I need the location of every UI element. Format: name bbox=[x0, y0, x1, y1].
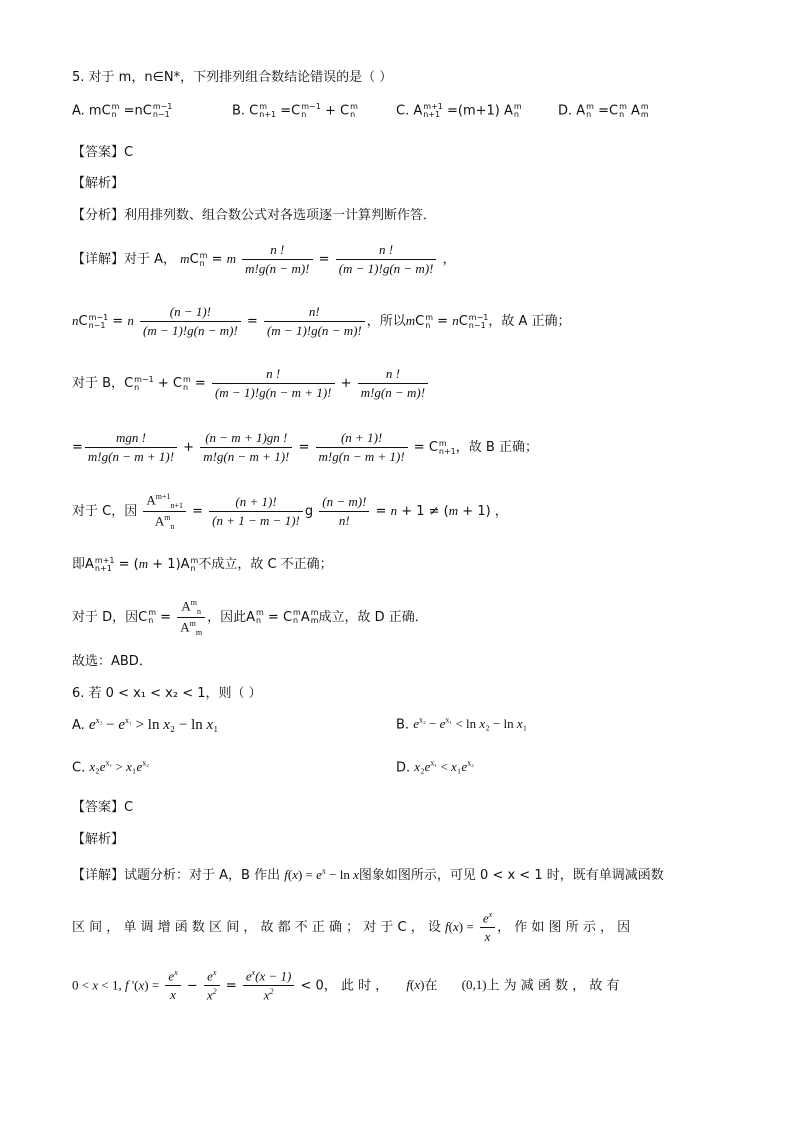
q6-option-a-label: A. bbox=[72, 718, 85, 733]
q5-detail-b-end: ，故 B 正确； bbox=[455, 440, 538, 455]
q5-detail-a-suffix: 所以 bbox=[379, 314, 406, 329]
q6-detail-3-suffix: 上 为 减 函 数 ， 故 有 bbox=[486, 978, 620, 994]
q6-detail-2-prefix: 区 间 ， 单 调 增 函 数 区 间 ， 故 都 不 正 确 ； 对 于 C ， 设 bbox=[72, 920, 441, 936]
q6-detail-3-in: 在 bbox=[424, 978, 438, 994]
q5-detail-d: 对于 D，因C m n = $\frac{A^m_n}{A^m_m}$ ，因此A m n = C m n A m m 成立，故 D 正确． bbox=[72, 598, 428, 637]
q6-detail-2: 区 间 ， 单 调 增 函 数 区 间 ， 故 都 不 正 确 ； 对 于 C ， 设 f(x) = $\frac{e^x}{x}$ ， 作 如 图 所 示 ， 因 bbox=[72, 910, 631, 945]
q5-option-b-label: B. C bbox=[232, 103, 259, 119]
answer-tag: 【答案】 bbox=[72, 145, 125, 160]
q6-option-a: A. $e^{x_2} - e^{x_1} > \ln x_2 - \ln x_1$ bbox=[72, 716, 219, 733]
q5-detail-b2: = $\frac{\text{mgn !}}{m!g(n - m + 1)!}$ + $\frac{(n - m + 1)gn !}{m!g(n - m + 1)!}$ = $\frac{(n + 1)!}{m!g(n - m + 1)!}$ = C m n+1 ，故 B 正确； bbox=[72, 430, 538, 464]
q5-detail-c2: 即A m+1 n+1 = (m + 1)A m n 不成立，故 C 不正确； bbox=[72, 555, 333, 573]
q5-detail-a2: nC m−1 n−1 = n $\frac{(n - 1)!}{(m - 1)!g(n - m)!}$ = $\frac{n!}{(m - 1)!g(n - m)!}$ ，所以mC m n = nC m−1 n−1 ，故 A 正确； bbox=[72, 304, 571, 338]
q6-option-c: C. $x_2e^{x_1} > x_1e^{x_2}$ bbox=[72, 759, 150, 776]
q6-analysis-tag: 【解析】 bbox=[72, 832, 125, 847]
q6-option-c-label: C. bbox=[72, 760, 86, 776]
q6-detail-1: 【详解】试题分析：对于 A，B 作出 $f(x) = e^x - \ln x$图象如图所示，可见 0 < x < 1 时，既有单调减函数 bbox=[72, 866, 664, 883]
answer-value: C bbox=[124, 800, 134, 815]
q5-detail-d-mid: ，因此 bbox=[207, 609, 247, 625]
q5-option-b: B. C m n+1 =C m−1 n + C m n bbox=[232, 102, 358, 119]
q5-option-a-label: A. mC bbox=[72, 103, 111, 119]
q5-detail-a-prefix: 【详解】对于 A， bbox=[72, 252, 177, 267]
q6-answer bbox=[72, 796, 133, 815]
q5-detail-c2-prefix: 即 bbox=[72, 557, 86, 572]
answer-value: C bbox=[124, 145, 134, 160]
q6-stem: 6. 若 0 < x₁ < x₂ < 1，则（ ） bbox=[72, 686, 262, 701]
q6-option-b-label: B. bbox=[396, 717, 410, 733]
q6-detail-1-suffix: 图象如图所示，可见 0 < x < 1 时，既有单调减函数 bbox=[358, 868, 664, 883]
q5-fenxi: 【分析】利用排列数、组合数公式对各选项逐一计算判断作答． bbox=[72, 208, 437, 223]
q5-detail-a-end: ，故 A 正确； bbox=[488, 314, 571, 329]
q5-conclusion: 故选：ABD． bbox=[72, 654, 152, 669]
q5-detail-d-end: 成立，故 D 正确． bbox=[318, 609, 428, 625]
q5-analysis-tag: 【解析】 bbox=[72, 176, 125, 191]
q5-detail-a: 【详解】对于 A， mC m n = m $\frac{n !}{m!g(n - m)!}$ = $\frac{n !}{(m - 1)!g(n - m)!}$ ， bbox=[72, 242, 456, 276]
q6-option-b: B. $e^{x_2} - e^{x_1} < \ln x_2 - \ln x_1$ bbox=[396, 716, 528, 733]
q6-detail-3: 0 < x < 1, f '(x) = $\frac{e^x}{x}$ − $\frac{e^x}{x^2}$ = $\frac{e^x(x - 1)}{x^2}$ < 0， 此 时 ， f(x)在 (0,1)上 为 减 函 数 ， 故 有 bbox=[72, 968, 620, 1003]
q5-option-d: D. A m n =C m n A m m bbox=[558, 102, 649, 119]
answer-tag: 【答案】 bbox=[72, 800, 125, 815]
q5-option-c-label: C. A bbox=[396, 103, 423, 119]
q5-answer bbox=[72, 141, 133, 160]
q6-detail-3-mid: ， 此 时 ， bbox=[323, 978, 389, 994]
q5-option-a: A. mC m n =nC m−1 n−1 bbox=[72, 102, 173, 119]
q5-detail-b-prefix: 对于 B， bbox=[72, 376, 125, 391]
q5-detail-c: 对于 C，因 $\frac{A^{m+1}_{n+1}}{A^m_n}$ = $\frac{(n + 1)!}{(n + 1 - m - 1)!}$ g $\frac{(n - m)!}{n!}$ = n + 1 ≠ (m + 1) ， bbox=[72, 492, 508, 531]
q5-detail-b: 对于 B，C m−1 n + C m n = $\frac{n !}{(m - 1)!g(n - m + 1)!}$ + $\frac{n !}{m!g(n - m)!}$ bbox=[72, 366, 430, 401]
q6-option-d-label: D. bbox=[396, 760, 411, 776]
q5-detail-c-prefix: 对于 C，因 bbox=[72, 503, 138, 519]
q6-option-d: D. $x_2e^{x_1} < x_1e^{x_2}$ bbox=[396, 759, 474, 776]
q6-detail-1-prefix: 【详解】试题分析：对于 A，B 作出 bbox=[72, 868, 281, 883]
q5-detail-d-prefix: 对于 D，因 bbox=[72, 609, 139, 625]
q5-stem: 5. 对于 m，n∈N*，下列排列组合数结论错误的是（ ） bbox=[72, 70, 393, 85]
q6-detail-2-suffix: ， 作 如 图 所 示 ， 因 bbox=[497, 920, 631, 936]
q5-detail-c2-end: 不成立，故 C 不正确； bbox=[198, 557, 333, 572]
q5-option-d-label: D. A bbox=[558, 103, 586, 119]
q5-option-c: C. A m+1 n+1 =(m+1) A m n bbox=[396, 102, 522, 119]
